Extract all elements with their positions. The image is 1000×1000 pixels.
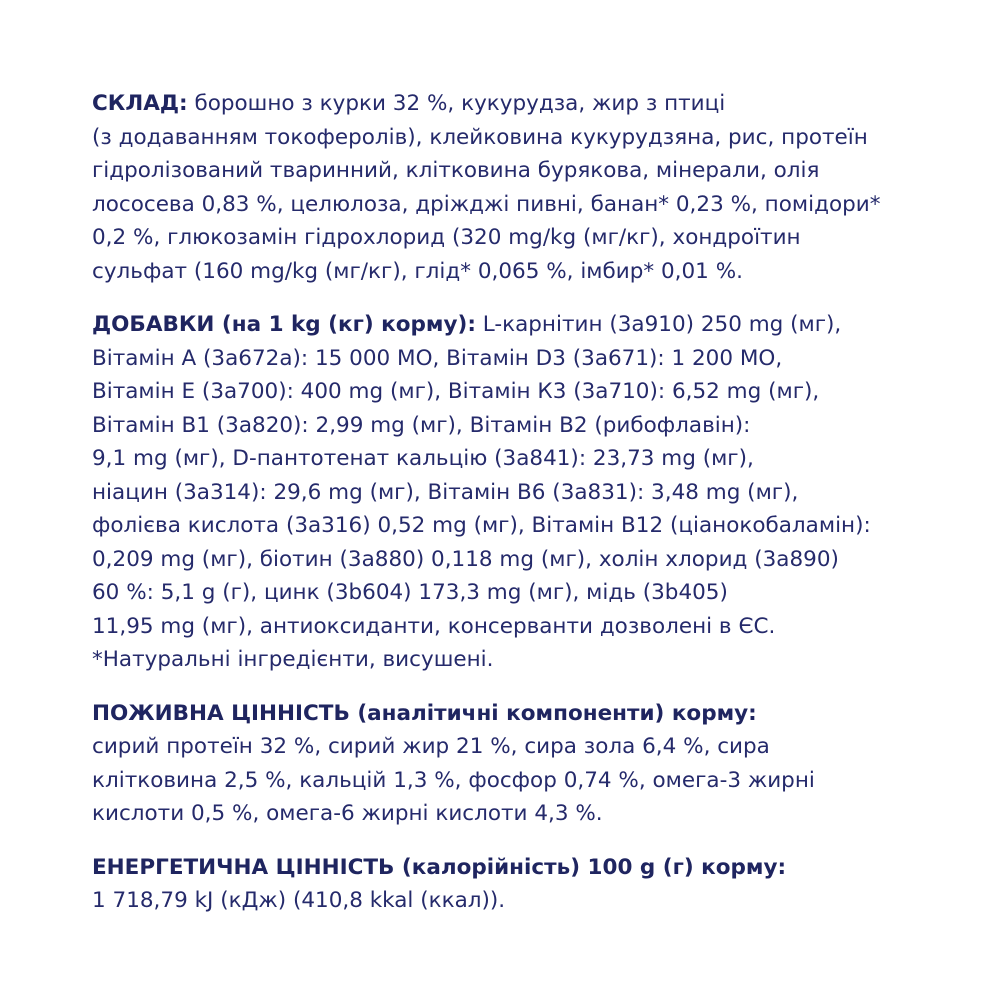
text-line: сирий протеїн 32 %, сирий жир 21 %, сира зола 6,4 %, сира	[92, 734, 770, 759]
text-line: 9,1 mg (мг), D-пантотенат кальцію (3a841): 23,73 mg (мг),	[92, 446, 754, 471]
product-composition-label	[92, 87, 922, 938]
text-fragment: L-карнітин (3a910) 250 mg (мг),	[475, 312, 842, 337]
text-line: Вітамін А (3a672a): 15 000 МО, Вітамін D3 (3a671): 1 200 МО,	[92, 345, 783, 371]
text-line: кислоти 0,5 %, омега-6 жирні кислоти 4,3 %.	[92, 801, 603, 826]
text-line: 1 718,79 kJ (кДж) (410,8 kkal (ккал)).	[92, 888, 506, 913]
energy-value-section	[92, 851, 922, 918]
nutritional-value-section	[92, 697, 922, 831]
text-line	[92, 87, 922, 121]
footnote: *Натуральні інгредієнти, висушені.	[92, 647, 494, 672]
text-line: клітковина 2,5 %, кальцій 1,3 %, фосфор 0,74 %, омега-3 жирні	[92, 767, 815, 793]
composition-section	[92, 87, 922, 288]
text-line: фолієва кислота (3a316) 0,52 mg (мг), Вітамін В12 (ціанокобаламін):	[92, 513, 871, 538]
text-fragment: борошно з курки 32 %, кукурудза, жир з птиці	[187, 91, 726, 116]
energy-value-heading: ЕНЕРГЕТИЧНА ЦІННІСТЬ (калорійність) 100 g (г) корму:	[92, 854, 787, 880]
text-line: гідролізований тваринний, клітковина бурякова, мінерали, олія	[92, 158, 820, 183]
text-line	[92, 308, 922, 342]
text-line: (з додаванням токоферолів), клейковина кукурудзяна, рис, протеїн	[92, 124, 868, 150]
additives-heading: ДОБАВКИ (на 1 kg (кг) корму):	[92, 312, 476, 337]
text-line: Вітамін В1 (3a820): 2,99 mg (мг), Вітамін В2 (рибофлавін):	[92, 412, 751, 438]
text-line: лососева 0,83 %, целюлоза, дріжджі пивні, банан* 0,23 %, помідори*	[92, 191, 881, 217]
text-line: Вітамін Е (3a700): 400 mg (мг), Вітамін К3 (3a710): 6,52 mg (мг),	[92, 379, 820, 404]
text-line: 60 %: 5,1 g (г), цинк (3b604) 173,3 mg (мг), мідь (3b405)	[92, 580, 728, 605]
text-line: ніацин (3a314): 29,6 mg (мг), Вітамін В6 (3a831): 3,48 mg (мг),	[92, 479, 799, 505]
composition-heading: СКЛАД:	[92, 91, 188, 116]
text-line: 11,95 mg (мг), антиоксиданти, консерванти дозволені в ЄС.	[92, 613, 776, 639]
text-line: сульфат (160 mg/kg (мг/кг), глід* 0,065 %, імбир* 0,01 %.	[92, 258, 743, 284]
text-line: 0,209 mg (мг), біотин (3a880) 0,118 mg (мг), холін хлорид (3a890)	[92, 546, 839, 572]
additives-section	[92, 308, 922, 677]
nutritional-value-heading: ПОЖИВНА ЦІННІСТЬ (аналітичні компоненти) корму:	[92, 700, 757, 726]
text-line: 0,2 %, глюкозамін гідрохлорид (320 mg/kg (мг/кг), хондроїтин	[92, 225, 801, 250]
